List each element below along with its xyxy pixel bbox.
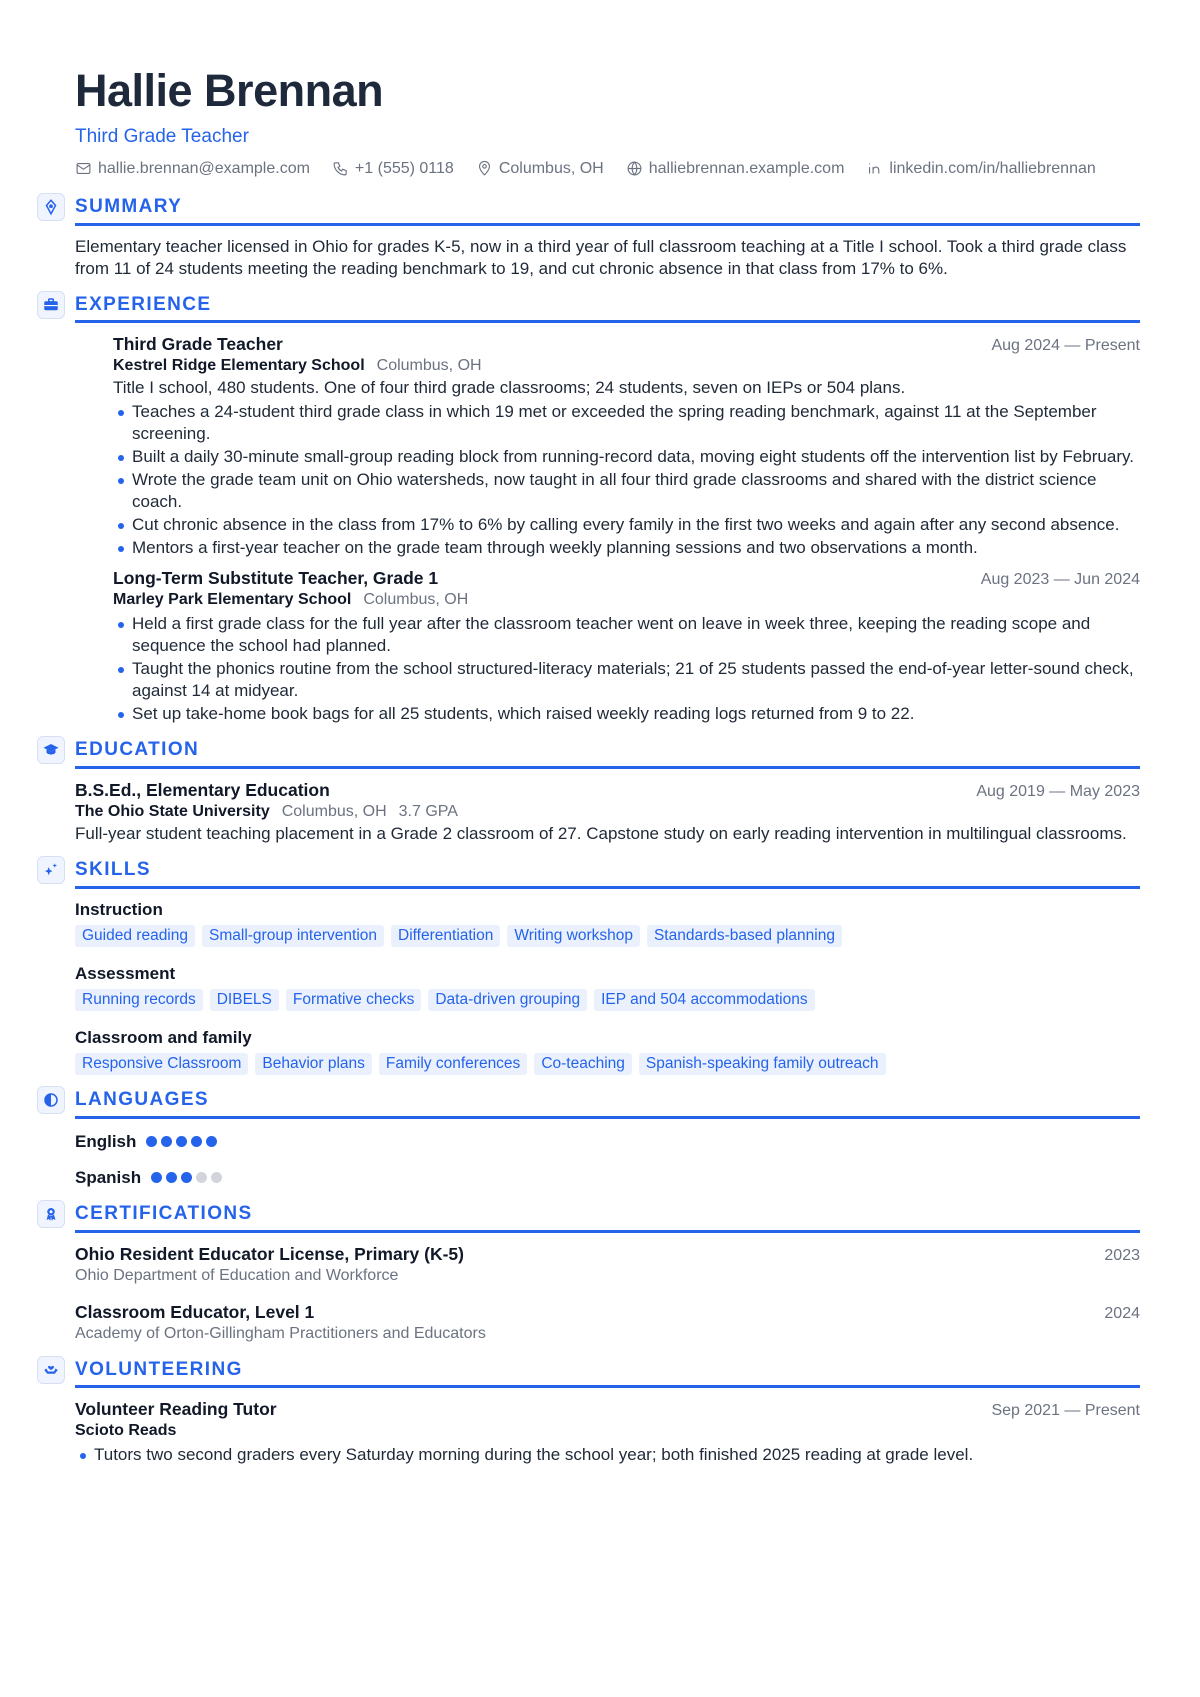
job-dates: Aug 2023 — Jun 2024	[980, 571, 1140, 589]
skill-group	[75, 899, 1140, 947]
volunteering-entry	[75, 1398, 1140, 1466]
list-item: Teaches a 24-student third grade class in which 19 met or exceeded the spring reading benchmark, against 11 at the September screening.	[113, 401, 1140, 445]
proficiency-dot-filled	[166, 1172, 177, 1183]
proficiency-dot-filled	[181, 1172, 192, 1183]
certification-entry	[75, 1301, 1140, 1345]
contact-website[interactable]	[626, 158, 845, 180]
list-item: Set up take-home book bags for all 25 students, which raised weekly reading logs returned from 9 to 22.	[113, 703, 1140, 725]
job-dates: Aug 2024 — Present	[991, 337, 1140, 355]
job-employer: Kestrel Ridge Elementary School	[113, 357, 365, 375]
skill-group-name: Instruction	[75, 899, 163, 919]
location-icon	[476, 160, 493, 177]
proficiency-dot-filled	[161, 1136, 172, 1147]
briefcase-icon	[37, 291, 65, 319]
experience-entry	[113, 567, 1140, 725]
contact-phone-text: +1 (555) 0118	[354, 159, 454, 177]
volunteer-role: Volunteer Reading Tutor	[75, 1399, 277, 1420]
certification-name: Ohio Resident Educator License, Primary (K-5)	[75, 1243, 464, 1264]
certification-entry	[75, 1243, 1140, 1287]
experience-section	[75, 294, 1140, 726]
resume-header	[75, 64, 1140, 180]
sparkles-icon	[37, 856, 65, 884]
certifications-section	[75, 1203, 1140, 1345]
globe-icon	[626, 160, 643, 177]
certification-name: Classroom Educator, Level 1	[75, 1301, 315, 1322]
proficiency-dot-filled	[151, 1172, 162, 1183]
skill-chip: Formative checks	[286, 989, 421, 1011]
skill-chip: Writing workshop	[507, 925, 640, 947]
volunteering-heading: VOLUNTEERING	[75, 1359, 1140, 1389]
skill-chip: Spanish-speaking family outreach	[639, 1053, 886, 1075]
skill-group	[75, 1027, 1140, 1075]
contact-linkedin[interactable]	[866, 158, 1095, 180]
volunteer-dates: Sep 2021 — Present	[991, 1402, 1140, 1420]
proficiency-dots	[151, 1172, 222, 1183]
skill-chip: IEP and 504 accommodations	[594, 989, 815, 1011]
list-item: Taught the phonics routine from the school structured-literacy materials; 21 of 25 students passed the end-of-year letter-sound check, against 14 at midyear.	[113, 658, 1140, 702]
volunteer-bullets	[75, 1444, 1140, 1466]
contact-phone[interactable]	[332, 158, 454, 180]
education-heading: EDUCATION	[75, 739, 1140, 769]
proficiency-dot-filled	[206, 1136, 217, 1147]
phone-icon	[332, 160, 349, 177]
certification-issuer: Academy of Orton-Gillingham Practitioners and Educators	[75, 1324, 486, 1342]
skills-section	[75, 859, 1140, 1075]
skill-chip: Guided reading	[75, 925, 195, 947]
skill-chip: Behavior plans	[255, 1053, 372, 1075]
resume-page	[75, 64, 1140, 1474]
contact-email[interactable]	[75, 158, 310, 180]
proficiency-dot-filled	[191, 1136, 202, 1147]
skill-chip: Small-group intervention	[202, 925, 384, 947]
experience-heading: EXPERIENCE	[75, 294, 1140, 324]
contact-list	[75, 158, 1140, 180]
contact-location-text: Columbus, OH	[498, 159, 604, 177]
language-row	[75, 1167, 1140, 1189]
education-entry	[75, 779, 1140, 845]
gpa: 3.7 GPA	[398, 803, 458, 821]
skill-chip: Running records	[75, 989, 203, 1011]
school-name: The Ohio State University	[75, 803, 270, 821]
proficiency-dot-filled	[176, 1136, 187, 1147]
languages-section	[75, 1089, 1140, 1189]
skill-chip: Differentiation	[391, 925, 500, 947]
job-title: Long-Term Substitute Teacher, Grade 1	[113, 568, 439, 589]
certifications-heading: CERTIFICATIONS	[75, 1203, 1140, 1233]
pen-nib-icon	[37, 193, 65, 221]
proficiency-dots	[146, 1136, 217, 1147]
certification-year: 2024	[1104, 1304, 1140, 1322]
experience-entry	[113, 333, 1140, 559]
skill-group-name: Classroom and family	[75, 1027, 252, 1047]
list-item: Wrote the grade team unit on Ohio watersheds, now taught in all four third grade classrooms and shared with the district science coach.	[113, 469, 1140, 513]
language-name: English	[75, 1131, 137, 1151]
skill-chip: Responsive Classroom	[75, 1053, 248, 1075]
summary-section	[75, 196, 1140, 280]
skill-chip: Standards-based planning	[647, 925, 842, 947]
proficiency-dot-empty	[211, 1172, 222, 1183]
candidate-name: Hallie Brennan	[75, 65, 384, 116]
list-item: Mentors a first-year teacher on the grade team through weekly planning sessions and two observations a month.	[113, 537, 1140, 559]
job-description: Title I school, 480 students. One of four third grade classrooms; 24 students, seven on IEPs or 504 plans.	[113, 378, 906, 398]
job-title: Third Grade Teacher	[113, 334, 283, 355]
skill-chip: Co-teaching	[534, 1053, 632, 1075]
linkedin-icon	[866, 160, 883, 177]
school-location: Columbus, OH	[281, 803, 387, 821]
skill-chip: Data-driven grouping	[428, 989, 587, 1011]
skill-chip: DIBELS	[210, 989, 279, 1011]
certification-issuer: Ohio Department of Education and Workforce	[75, 1266, 399, 1284]
contact-email-text: hallie.brennan@example.com	[98, 159, 310, 177]
skills-heading: SKILLS	[75, 859, 1140, 889]
list-item: Tutors two second graders every Saturday morning during the school year; both finished 2025 reading at grade level.	[75, 1444, 1140, 1466]
education-description: Full-year student teaching placement in a Grade 2 classroom of 27. Capstone study on early reading intervention in multilingual classrooms.	[75, 824, 1127, 844]
education-section	[75, 739, 1140, 845]
job-employer: Marley Park Elementary School	[113, 591, 352, 609]
graduation-cap-icon	[37, 736, 65, 764]
volunteer-org: Scioto Reads	[75, 1422, 177, 1440]
contact-location	[476, 158, 604, 180]
summary-heading: SUMMARY	[75, 196, 1140, 226]
certification-year: 2023	[1104, 1246, 1140, 1264]
language-row	[75, 1131, 1140, 1153]
volunteering-section	[75, 1359, 1140, 1467]
language-name: Spanish	[75, 1167, 142, 1187]
skill-chip: Family conferences	[379, 1053, 527, 1075]
job-location: Columbus, OH	[376, 357, 482, 375]
award-icon	[37, 1200, 65, 1228]
proficiency-dot-empty	[196, 1172, 207, 1183]
contact-website-text: halliebrennan.example.com	[648, 159, 845, 177]
proficiency-dot-filled	[146, 1136, 157, 1147]
job-bullets	[113, 613, 1140, 725]
skill-group	[75, 963, 1140, 1011]
list-item: Held a first grade class for the full year after the classroom teacher went on leave in week three, keeping the reading scope and sequence the school had planned.	[113, 613, 1140, 657]
skill-group-name: Assessment	[75, 963, 176, 983]
summary-text: Elementary teacher licensed in Ohio for grades K-5, now in a third year of full classroom teaching at a Title I school. Took a third grade class from 11 of 24 students meeting the reading benchmark to 19, and cut chronic absence in that class from 17% to 6%.	[75, 236, 1127, 278]
helping-hands-icon	[37, 1356, 65, 1384]
contact-linkedin-text: linkedin.com/in/halliebrennan	[889, 159, 1096, 177]
list-item: Cut chronic absence in the class from 17% to 6% by calling every family in the first two weeks and again after any second absence.	[113, 514, 1140, 536]
degree-title: B.S.Ed., Elementary Education	[75, 780, 330, 801]
languages-heading: LANGUAGES	[75, 1089, 1140, 1119]
job-location: Columbus, OH	[363, 591, 469, 609]
globe-half-icon	[37, 1086, 65, 1114]
candidate-headline: Third Grade Teacher	[75, 126, 249, 147]
mail-icon	[75, 160, 92, 177]
list-item: Built a daily 30-minute small-group reading block from running-record data, moving eight students off the intervention list by February.	[113, 446, 1140, 468]
education-dates: Aug 2019 — May 2023	[976, 783, 1140, 801]
job-bullets	[113, 401, 1140, 559]
